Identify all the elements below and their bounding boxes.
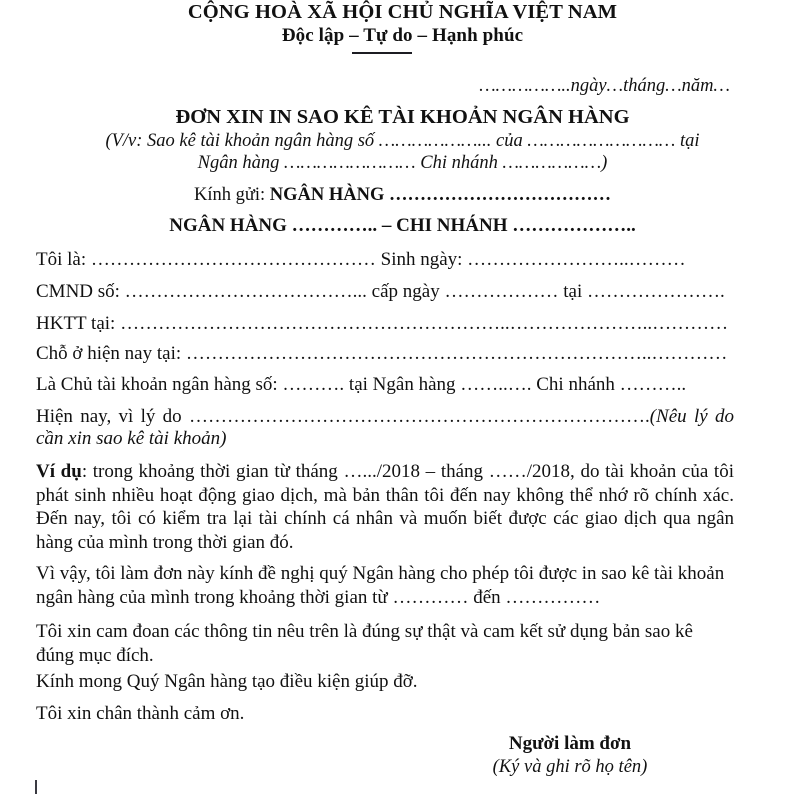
field-permanent-residence: HKTT tại: ……………………………………………………..…………………..…………: [36, 313, 729, 334]
document-subject-line-1: (V/v: Sao kê tài khoản ngân hàng số ………………... của ……………………… tại: [105, 131, 700, 151]
recipient-line: [0, 185, 805, 206]
recipient-prefix-label: Kính gửi:: [193, 185, 270, 205]
document-title: ĐƠN XIN IN SAO KÊ TÀI KHOẢN NGÂN HÀNG: [175, 106, 630, 128]
field-id-card: CMND số: ………………………………... cấp ngày ……………… tại ………………….: [36, 281, 725, 302]
signature-title: Người làm đơn: [508, 733, 632, 754]
field-bank-account: Là Chủ tài khoản ngân hàng số: ………. tại Ngân hàng ……..…. Chi nhánh ………..: [36, 374, 687, 395]
paragraph-example: [36, 460, 734, 554]
paragraph-thanks: Tôi xin chân thành cảm ơn.: [36, 703, 245, 724]
recipient-branch-line: NGÂN HÀNG ………….. – CHI NHÁNH ………………..: [169, 215, 636, 236]
paragraph-commitment: Tôi xin cam đoan các thông tin nêu trên là đúng sự thật và cam kết sử dụng bản sao kê đúng mục đích.: [36, 621, 693, 666]
national-motto: Độc lập – Tự do – Hạnh phúc: [281, 25, 524, 46]
page-margin-tick: [35, 780, 37, 794]
reason-hint: (Nêu lý do cần xin sao kê tài khoản): [36, 406, 734, 450]
recipient-bank-name: NGÂN HÀNG ………………………………: [269, 185, 612, 205]
motto-separator-rule: [352, 52, 412, 54]
document-subject-line-2: Ngân hàng …………………… Chi nhánh ………………): [197, 153, 608, 173]
example-body-text: : trong khoảng thời gian từ tháng ….../2018 – tháng ……/2018, do tài khoản của tôi phát sinh nhiều hoạt động giao dịch, mà bản thân tôi đến nay không thể nhớ rõ chính xác. Đến nay, tôi có kiểm tra lại tài chính cá nhân và muốn biết được các giao dịch qua ngân hàng của mình trong thời gian đó.: [36, 461, 734, 553]
date-placeholder-line: ……………..ngày…tháng…năm…: [479, 76, 730, 96]
reason-block: [36, 406, 734, 450]
example-lead-label: Ví dụ: [36, 461, 82, 482]
paragraph-hope: Kính mong Quý Ngân hàng tạo điều kiện giúp đỡ.: [36, 671, 418, 692]
field-full-name: Tôi là: ……………………………………… Sinh ngày: ……………………..………: [36, 249, 686, 270]
reason-text: Hiện nay, vì lý do ……………………………………………………………….: [36, 406, 650, 427]
paragraph-request: Vì vậy, tôi làm đơn này kính đề nghị quý Ngân hàng cho phép tôi được in sao kê tài khoản ngân hàng của mình trong khoảng thời gian từ ………… đến ……………: [36, 563, 725, 608]
national-title: CỘNG HOÀ XÃ HỘI CHỦ NGHĨA VIỆT NAM: [187, 1, 618, 23]
signature-note: (Ký và ghi rõ họ tên): [492, 757, 648, 777]
field-current-address: Chỗ ở hiện nay tại: ………………………………………………………………..…………: [36, 343, 728, 364]
